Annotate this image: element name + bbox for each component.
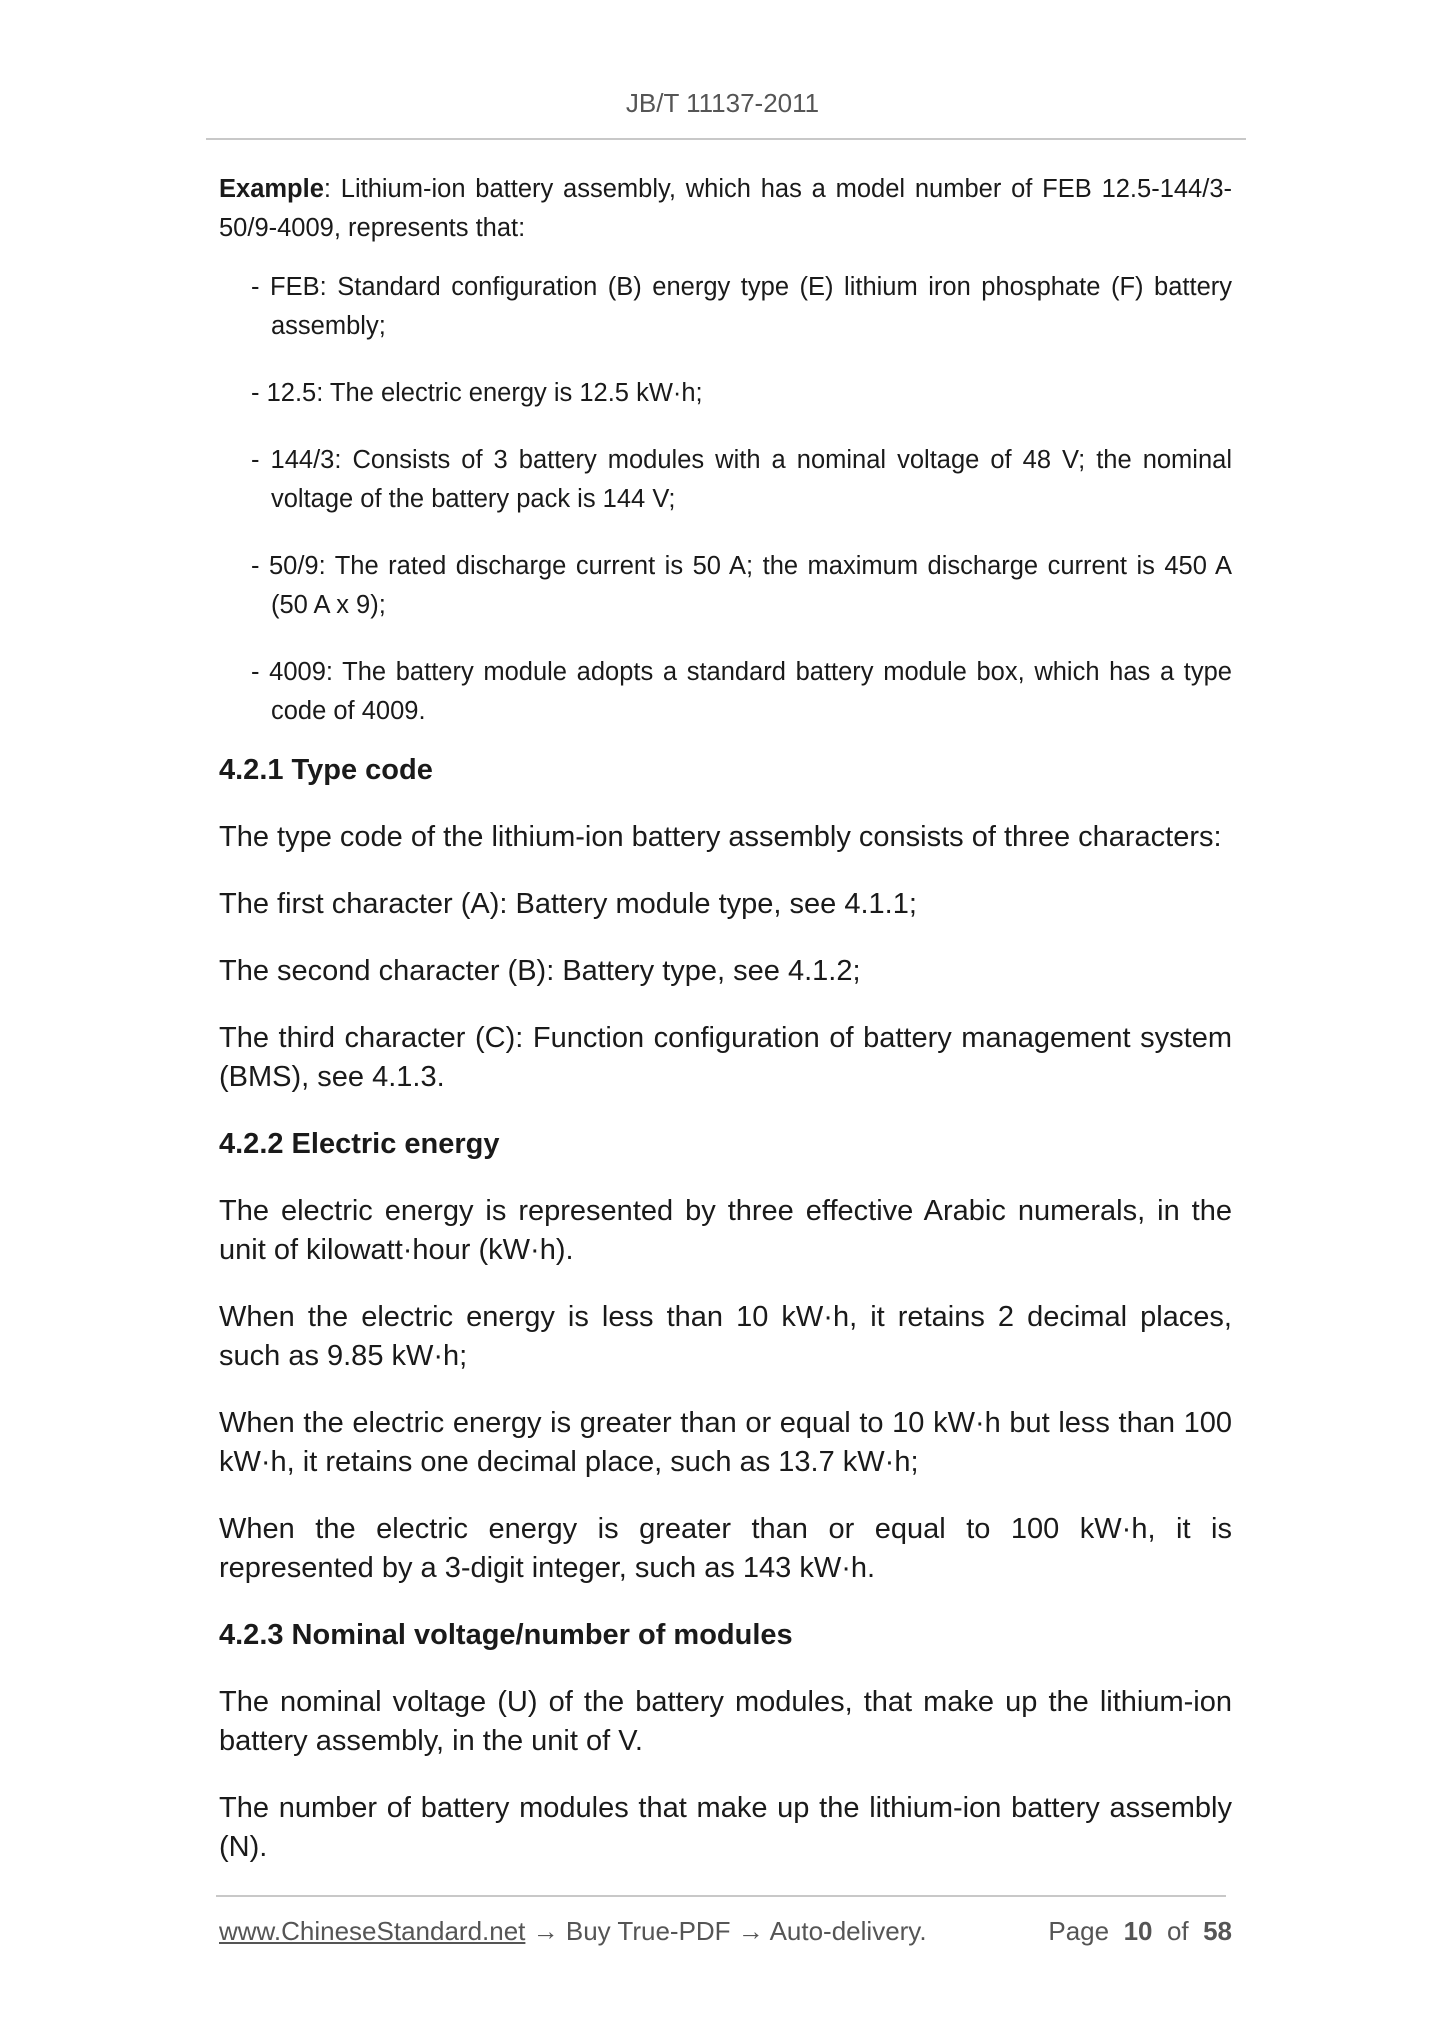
footer-promo — [219, 1916, 927, 1947]
paragraph: The nominal voltage (U) of the battery modules, that make up the lithium-ion battery assembly, in the unit of V. — [219, 1686, 1232, 1757]
document-header: JB/T 11137-2011 — [625, 88, 820, 118]
paragraph: The number of battery modules that make up the lithium-ion battery assembly (N). — [219, 1792, 1232, 1863]
page-number — [1048, 1916, 1232, 1947]
list-item-feb: - FEB: Standard configuration (B) energy type (E) lithium iron phosphate (F) battery assembly; — [251, 273, 1232, 340]
current-page: 10 — [1123, 1916, 1153, 1946]
paragraph: The type code of the lithium-ion battery assembly consists of three characters: — [219, 821, 1222, 853]
paragraph: The second character (B): Battery type, see 4.1.2; — [219, 955, 861, 987]
list-item-modules: - 144/3: Consists of 3 battery modules with a nominal voltage of 48 V; the nominal voltage of the battery pack is 144 V; — [251, 446, 1232, 513]
example-paragraph — [219, 170, 1232, 248]
page-word: Page — [1048, 1916, 1110, 1946]
paragraph: The electric energy is represented by three effective Arabic numerals, in the unit of kilowatt·hour (kW·h). — [219, 1195, 1232, 1266]
paragraph: When the electric energy is greater than or equal to 100 kW·h, it is represented by a 3-digit integer, such as 143 kW·h. — [219, 1513, 1232, 1584]
paragraph: When the electric energy is less than 10 kW·h, it retains 2 decimal places, such as 9.85 kW·h; — [219, 1301, 1232, 1372]
header-divider — [206, 138, 1246, 140]
paragraph: The first character (A): Battery module type, see 4.1.1; — [219, 888, 917, 920]
paragraph: The third character (C): Function configuration of battery management system (BMS), see 4.1.3. — [219, 1022, 1232, 1093]
example-text: : Lithium-ion battery assembly, which has a model number of FEB 12.5-144/3-50/9-4009, represents that: — [219, 175, 1232, 242]
paragraph: When the electric energy is greater than or equal to 10 kW·h but less than 100 kW·h, it retains one decimal place, such as 13.7 kW·h; — [219, 1407, 1232, 1478]
section-heading-type-code: 4.2.1 Type code — [219, 754, 433, 786]
list-item-energy: - 12.5: The electric energy is 12.5 kW·h; — [251, 379, 703, 407]
example-label: Example — [219, 175, 324, 203]
section-heading-electric-energy: 4.2.2 Electric energy — [219, 1128, 500, 1160]
list-item-box-code: - 4009: The battery module adopts a standard battery module box, which has a type code of 4009. — [251, 658, 1232, 725]
total-pages: 58 — [1203, 1916, 1232, 1946]
of-word: of — [1166, 1916, 1189, 1946]
footer-divider — [216, 1895, 1226, 1897]
website-link[interactable]: www.ChineseStandard.net — [219, 1916, 526, 1946]
page-content — [219, 170, 1232, 1895]
list-item-current: - 50/9: The rated discharge current is 50 A; the maximum discharge current is 450 A (50 A x 9); — [251, 552, 1232, 619]
footer-promo-text: → Buy True-PDF → Auto-delivery. — [525, 1916, 927, 1946]
section-heading-nominal-voltage: 4.2.3 Nominal voltage/number of modules — [219, 1619, 793, 1651]
